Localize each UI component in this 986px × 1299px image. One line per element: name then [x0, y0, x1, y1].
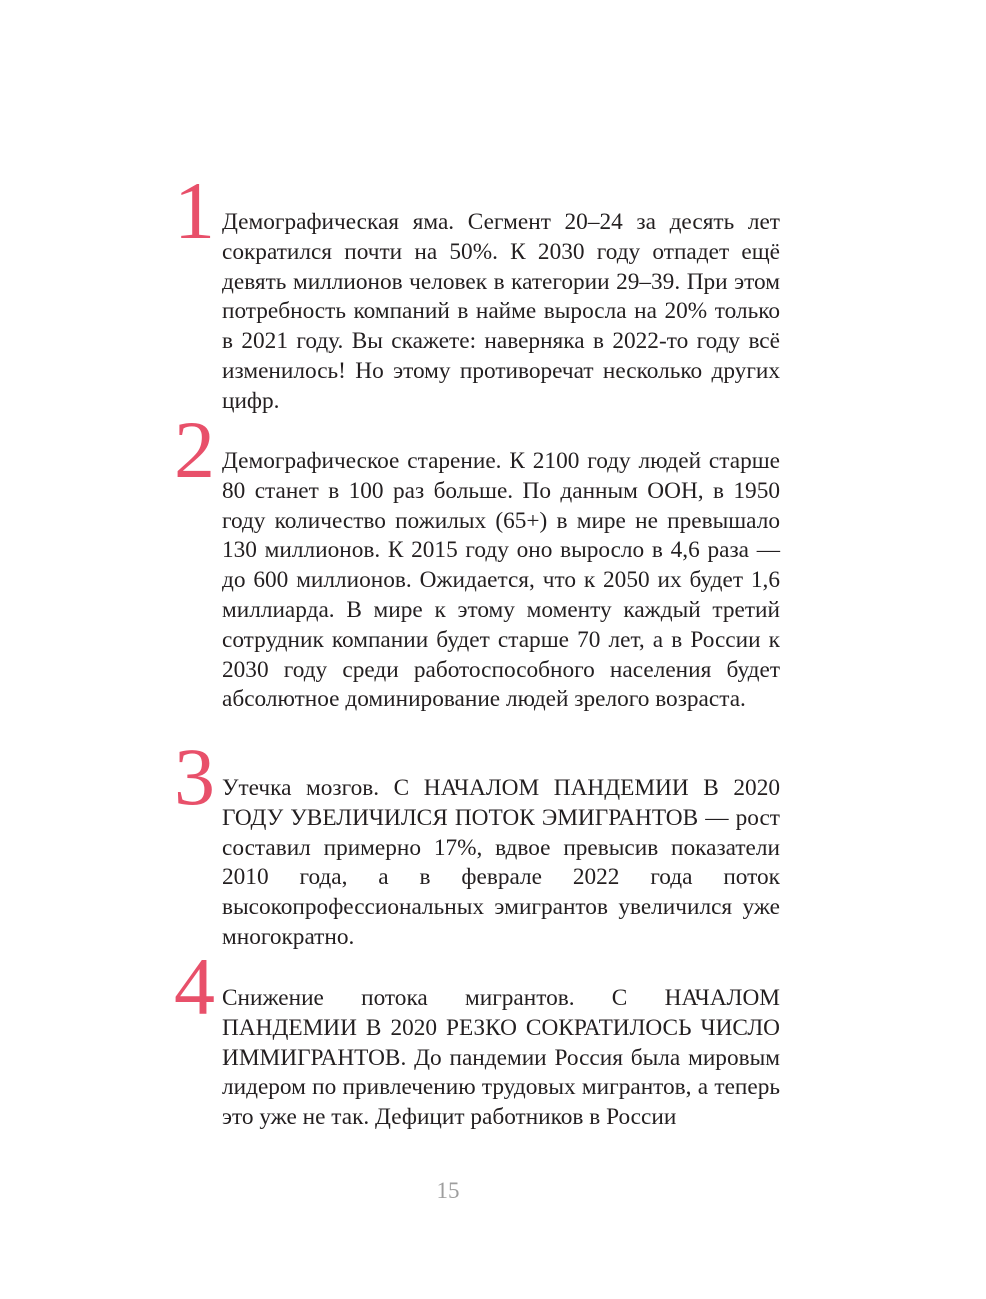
- item-text: Снижение потока мигрантов. С НАЧАЛОМ ПАНДЕМИИ В 2020 РЕЗКО СОКРАТИЛОСЬ ЧИСЛО ИММИГРАНТОВ. До пандемии Россия была мировым лидером по привлечению трудовых мигрантов, а теперь это уже не так. Дефицит работников в России: [222, 985, 780, 1131]
- list-item-1: [174, 165, 780, 417]
- item-text: Демографическая яма. Сегмент 20–24 за десять лет сократился почти на 50%. К 2030 году отпадет ещё девять миллионов человек в категории 29–39. При этом потребность компаний в найме выросла на 20% только в 2021 году. Вы скажете: наверняка в 2022-то году всё изменилось! Но этому противоречат несколько других цифр.: [222, 209, 780, 414]
- item-number: 3: [174, 731, 215, 822]
- item-number: 2: [174, 404, 215, 495]
- item-number: 1: [174, 165, 215, 256]
- page-number: 15: [436, 1178, 460, 1203]
- list-item-2: [174, 404, 780, 715]
- list-item-4: [174, 941, 780, 1133]
- item-number: 4: [174, 941, 215, 1032]
- list-item-3: [174, 731, 780, 953]
- item-text: Утечка мозгов. С НАЧАЛОМ ПАНДЕМИИ В 2020 ГОДУ УВЕЛИЧИЛСЯ ПОТОК ЭМИГРАНТОВ — рост составил примерно 17%, вдвое превысив показатели 2010 года, а в феврале 2022 года поток высокопрофессиональных эмигрантов увеличился уже многократно.: [222, 775, 780, 950]
- item-text: Демографическое старение. К 2100 году людей старше 80 станет в 100 раз больше. По данным ООН, в 1950 году количество пожилых (65+) в мире не превышало 130 миллионов. К 2015 году оно выросло в 4,6 раза — до 600 миллионов. Ожидается, что к 2050 их будет 1,6 миллиарда. В мире к этому моменту каждый третий сотрудник компании будет старше 70 лет, а в России к 2030 году среди работоспособного населения будет абсолютное доминирование людей зрелого возраста.: [222, 448, 780, 713]
